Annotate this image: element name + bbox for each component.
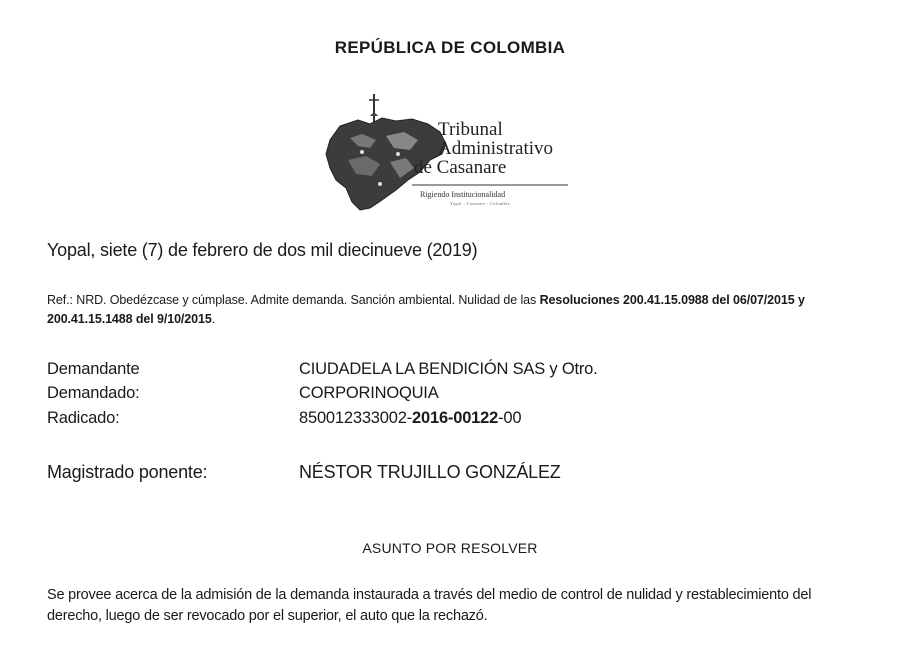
seal-line-tribunal: Tribunal: [438, 119, 503, 140]
magistrado-label: Magistrado ponente:: [47, 462, 208, 482]
reference-prefix: Ref.: NRD. Obedézcase y cúmplase. Admite demanda. Sanción ambiental. Nulidad de las: [47, 293, 540, 307]
demandante-label: Demandante: [47, 360, 140, 378]
seal-subtitle: Yopal - Casanare - Colombia: [450, 201, 510, 206]
seal-motto: Rigiendo Institucionalidad: [420, 190, 506, 199]
body-paragraph: Se provee acerca de la admisión de la demanda instaurada a través del medio de control de nulidad y restablecimiento del derecho, luego de ser revocado por el superior, el auto que la rechazó.: [47, 587, 812, 624]
country-heading: REPÚBLICA DE COLOMBIA: [334, 38, 566, 57]
demandado-value: CORPORINOQUIA: [299, 384, 439, 402]
radicado-value: [299, 409, 521, 428]
reference-resolutions: Resoluciones 200.41.15.0988 del 06/07/2015 y 200.41.15.1488 del 9/10/2015: [47, 293, 805, 326]
date-line: Yopal, siete (7) de febrero de dos mil diecinueve (2019): [47, 240, 478, 260]
seal-line-casanare: de Casanare: [414, 157, 507, 178]
radicado-label: Radicado:: [47, 409, 120, 427]
magistrado-value: NÉSTOR TRUJILLO GONZÁLEZ: [299, 462, 561, 482]
reference-suffix: .: [211, 312, 216, 326]
radicado-suffix: -00: [498, 409, 522, 427]
demandante-value: CIUDADELA LA BENDICIÓN SAS y Otro.: [299, 360, 598, 378]
tribunal-seal: [300, 88, 580, 220]
section-title: ASUNTO POR RESOLVER: [362, 540, 538, 556]
demandado-label: Demandado:: [47, 384, 140, 402]
radicado-prefix: 850012333002-: [299, 409, 413, 427]
seal-line-administrativo: Administrativo: [438, 138, 554, 159]
radicado-number: 2016-00122: [412, 409, 499, 427]
reference-block: [47, 291, 837, 329]
